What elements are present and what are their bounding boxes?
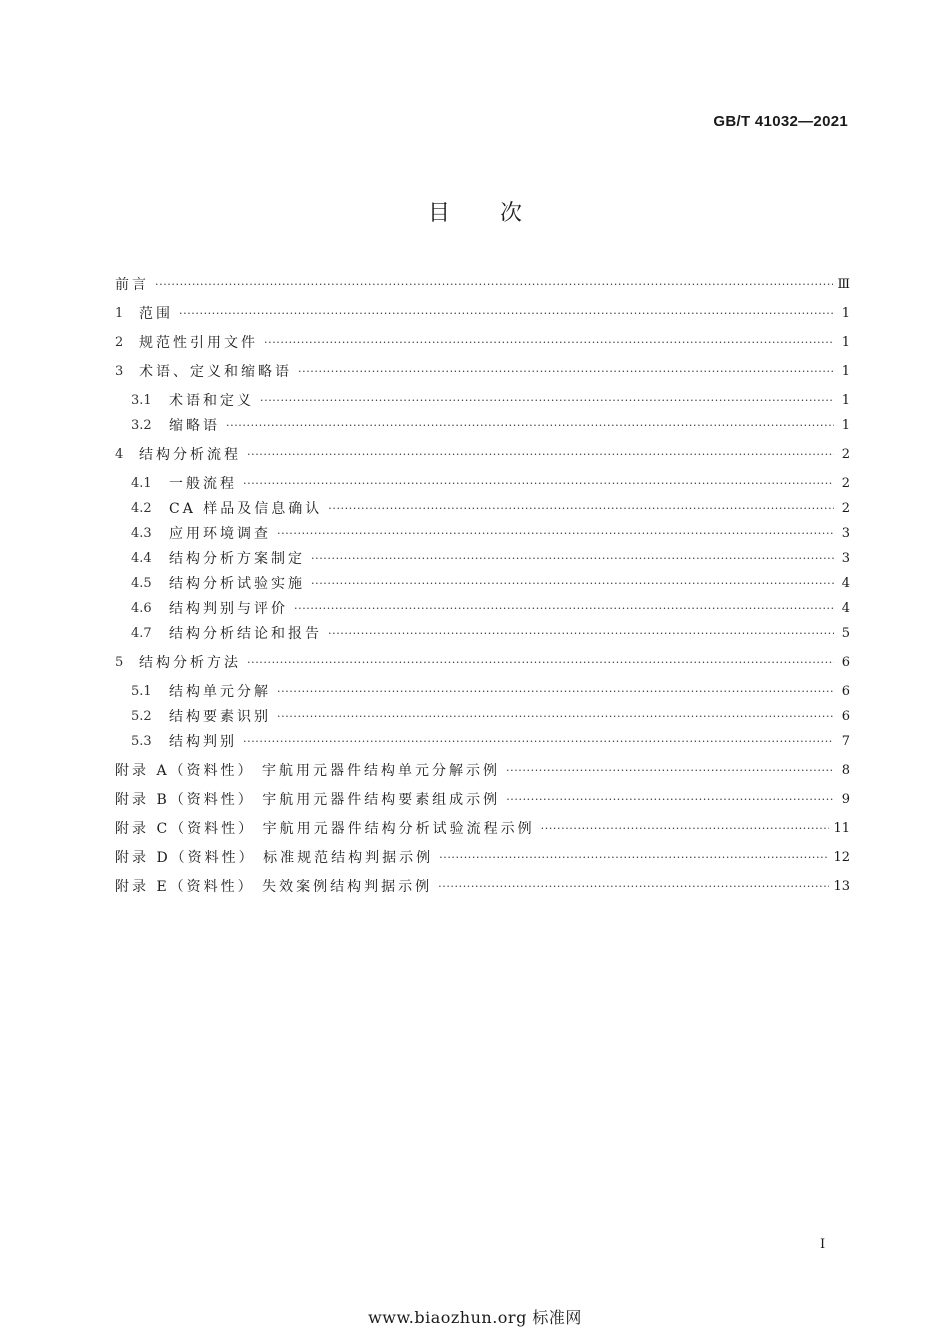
toc-number: 5.2 xyxy=(131,709,152,724)
toc-number: 3.2 xyxy=(131,418,152,433)
toc-page: 3 xyxy=(841,526,850,541)
toc-leader xyxy=(264,332,834,354)
toc-leader xyxy=(438,876,829,898)
toc-page: 12 xyxy=(833,850,850,865)
toc-entry-2[interactable] xyxy=(115,332,850,354)
toc-number: 3 xyxy=(115,364,124,379)
toc-label: 术语和定义 xyxy=(169,393,254,409)
toc-label: 一般流程 xyxy=(169,476,237,492)
toc-leader xyxy=(311,573,834,595)
toc-entry-1[interactable] xyxy=(115,303,850,325)
toc-entry-5-1[interactable] xyxy=(131,681,850,703)
toc-leader xyxy=(506,789,834,811)
toc-label: 结构分析结论和报告 xyxy=(169,626,322,642)
toc-entry-5[interactable] xyxy=(115,652,850,674)
toc-page: 7 xyxy=(841,734,850,749)
toc-number: 4 xyxy=(115,447,124,462)
toc-leader xyxy=(243,731,834,753)
toc-leader xyxy=(328,498,834,520)
toc-entry-3-2[interactable] xyxy=(131,415,850,437)
toc-entry-appendix-e[interactable] xyxy=(115,876,850,898)
toc-page: 6 xyxy=(841,655,850,670)
toc-entry-4-5[interactable] xyxy=(131,573,850,595)
page-title: 目次 xyxy=(427,201,572,226)
toc-number: 4.4 xyxy=(131,551,152,566)
toc-label: 前言 xyxy=(115,277,149,293)
toc-leader xyxy=(260,390,834,412)
toc-number: 5.1 xyxy=(131,684,152,699)
toc-number: 4.7 xyxy=(131,626,152,641)
toc-leader xyxy=(247,444,834,466)
toc-entry-5-2[interactable] xyxy=(131,706,850,728)
toc-page: 4 xyxy=(841,601,850,616)
toc-leader xyxy=(439,847,829,869)
toc-leader xyxy=(298,361,834,383)
toc-leader xyxy=(277,523,834,545)
toc-number: 4.1 xyxy=(131,476,152,491)
toc-entry-4-1[interactable] xyxy=(131,473,850,495)
standard-code: GB/T 41032—2021 xyxy=(713,113,848,130)
toc-label: 缩略语 xyxy=(169,418,220,434)
toc-page: 13 xyxy=(833,879,850,894)
toc-entry-4-7[interactable] xyxy=(131,623,850,645)
toc-page: 8 xyxy=(841,763,850,778)
toc-page: 1 xyxy=(841,306,850,321)
toc-entry-foreword[interactable] xyxy=(115,274,850,296)
toc-number: 4.6 xyxy=(131,601,152,616)
toc-label: 附录 E（资料性） 失效案例结构判据示例 xyxy=(115,879,433,895)
toc-label: 结构判别 xyxy=(169,734,237,750)
toc-leader xyxy=(277,706,834,728)
toc-page: 1 xyxy=(841,364,850,379)
toc-number: 4.3 xyxy=(131,526,152,541)
site-watermark: www.biaozhun.org 标准网 xyxy=(368,1308,582,1327)
toc-entry-4-4[interactable] xyxy=(131,548,850,570)
toc-label: 结构要素识别 xyxy=(169,709,271,725)
toc-number: 4.2 xyxy=(131,501,152,516)
toc-number: 5 xyxy=(115,655,124,670)
toc-label: 附录 A（资料性） 宇航用元器件结构单元分解示例 xyxy=(115,763,501,779)
toc-page: 1 xyxy=(841,335,850,350)
toc-page: 2 xyxy=(841,501,850,516)
toc-label: 附录 C（资料性） 宇航用元器件结构分析试验流程示例 xyxy=(115,821,535,837)
toc-label: 术语、定义和缩略语 xyxy=(139,364,292,380)
toc-entry-appendix-a[interactable] xyxy=(115,760,850,782)
toc-label: 范围 xyxy=(139,306,173,322)
toc-number: 3.1 xyxy=(131,393,152,408)
toc-label: 附录 D（资料性） 标准规范结构判据示例 xyxy=(115,850,434,866)
toc-entry-3[interactable] xyxy=(115,361,850,383)
toc-entry-4-3[interactable] xyxy=(131,523,850,545)
toc-page: 3 xyxy=(841,551,850,566)
toc-page: 2 xyxy=(841,476,850,491)
toc-leader xyxy=(277,681,834,703)
toc-label: CA 样品及信息确认 xyxy=(169,501,323,517)
toc-page: 5 xyxy=(841,626,850,641)
toc-leader xyxy=(243,473,834,495)
toc-entry-5-3[interactable] xyxy=(131,731,850,753)
toc-label: 应用环境调查 xyxy=(169,526,271,542)
toc-number: 2 xyxy=(115,335,124,350)
toc-entry-appendix-c[interactable] xyxy=(115,818,850,840)
toc-leader xyxy=(311,548,834,570)
page-number: I xyxy=(820,1237,826,1252)
toc-label: 结构分析方法 xyxy=(139,655,241,671)
toc-leader xyxy=(226,415,834,437)
toc-label: 结构分析方案制定 xyxy=(169,551,305,567)
toc-leader xyxy=(179,303,834,325)
toc-label: 结构分析试验实施 xyxy=(169,576,305,592)
toc-label: 规范性引用文件 xyxy=(139,335,258,351)
toc-leader xyxy=(541,818,830,840)
toc-number: 5.3 xyxy=(131,734,152,749)
toc-entry-appendix-b[interactable] xyxy=(115,789,850,811)
toc-leader xyxy=(247,652,834,674)
toc-leader xyxy=(155,274,833,296)
toc-number: 1 xyxy=(115,306,124,321)
toc-entry-4-2[interactable] xyxy=(131,498,850,520)
toc-leader xyxy=(506,760,834,782)
toc-leader xyxy=(328,623,834,645)
toc-page: 1 xyxy=(841,418,850,433)
toc-page: 11 xyxy=(833,821,850,836)
toc-page: 9 xyxy=(841,792,850,807)
toc-entry-3-1[interactable] xyxy=(131,390,850,412)
toc-page: 2 xyxy=(841,447,850,462)
toc-label: 附录 B（资料性） 宇航用元器件结构要素组成示例 xyxy=(115,792,501,808)
toc-label: 结构分析流程 xyxy=(139,447,241,463)
toc-page: 1 xyxy=(841,393,850,408)
toc-entry-4[interactable] xyxy=(115,444,850,466)
toc-page: Ⅲ xyxy=(837,277,850,292)
toc-leader xyxy=(294,598,834,620)
toc-entry-appendix-d[interactable] xyxy=(115,847,850,869)
toc-label: 结构单元分解 xyxy=(169,684,271,700)
toc-page: 4 xyxy=(841,576,850,591)
toc-label: 结构判别与评价 xyxy=(169,601,288,617)
toc-page: 6 xyxy=(841,709,850,724)
toc-page: 6 xyxy=(841,684,850,699)
toc-entry-4-6[interactable] xyxy=(131,598,850,620)
toc-number: 4.5 xyxy=(131,576,152,591)
